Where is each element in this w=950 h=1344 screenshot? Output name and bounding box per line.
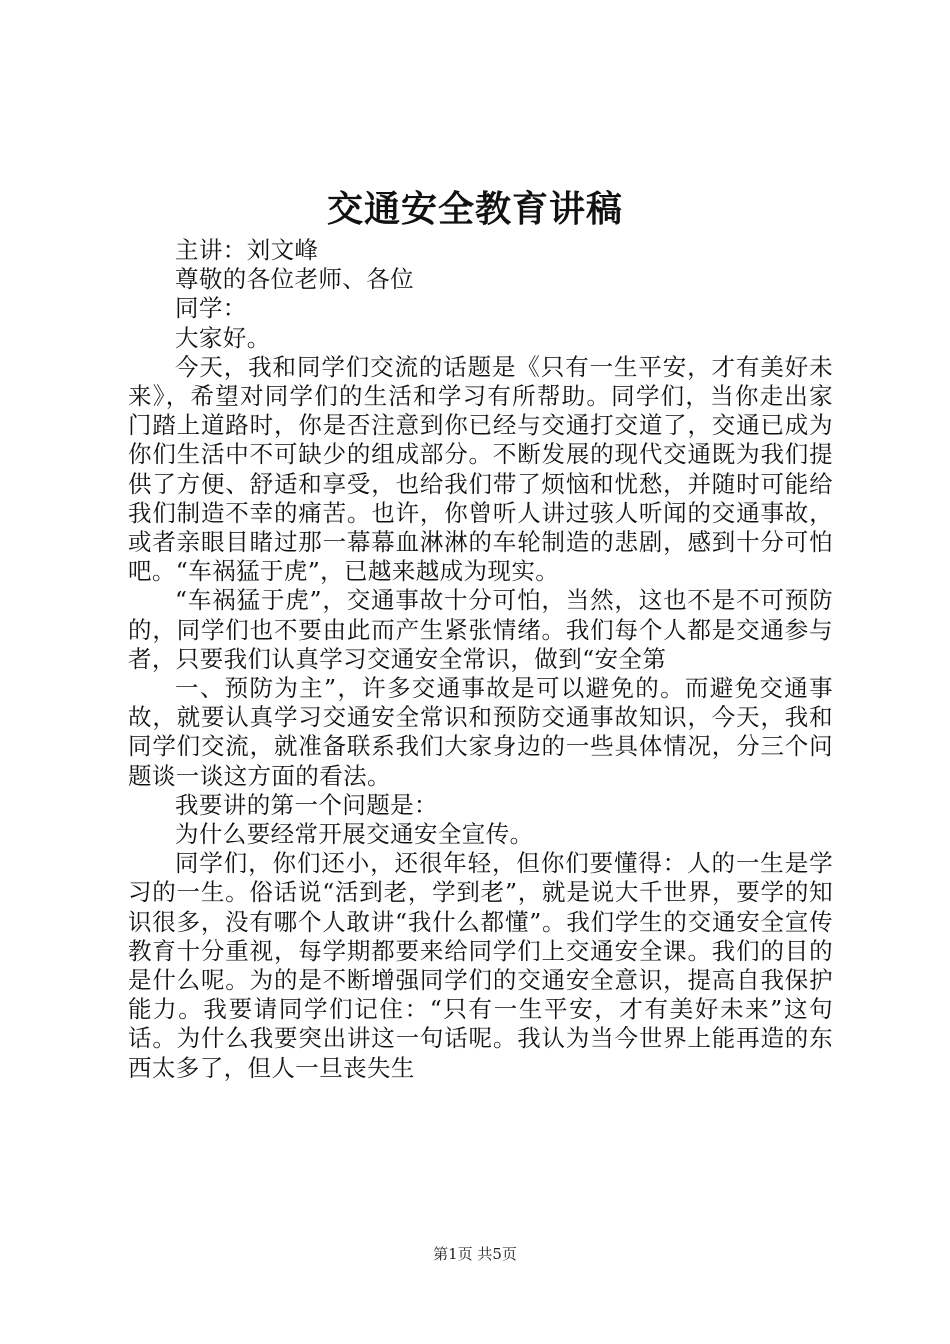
section-heading: 我要讲的第一个问题是： [175,790,438,819]
page-number: 第1页 共5页 [433,1245,517,1263]
greeting-line: 大家好。 [175,323,271,352]
salutation-line: 尊敬的各位老师、各位 [175,265,414,294]
document-title: 交通安全教育讲稿 [326,188,623,230]
salutation-line: 同学： [175,294,247,323]
section-heading: 为什么要经常开展交通安全宣传。 [175,820,534,849]
body-paragraph: 同学们，你们还小，还很年轻，但你们要懂得：人的一生是学习的一生。俗话说“活到老，学到老”，就是说大千世界，要学的知识很多，没有哪个人敢讲“我什么都懂”。我们学生的交通安全宣传教育十分重视，每学期都要来给同学们上交通安全课。我们的目的是什么呢。为的是不断增强同学们的交通安全意识，提高自我保护能力。我要请同学们记住：“只有一生平安，才有美好未来”这句话。为什么我要突出讲这一句话呢。我认为当今世界上能再造的东西太多了，但人一旦丧失生 [128,849,833,1082]
body-paragraph: 今天，我和同学们交流的话题是《只有一生平安，才有美好未来》，希望对同学们的生活和学习有所帮助。同学们，当你走出家门踏上道路时，你是否注意到你已经与交通打交道了，交通已成为你们生活中不可缺少的组成部分。不断发展的现代交通既为我们提供了方便、舒适和享受，也给我们带了烦恼和忧愁，并随时可能给我们制造不幸的痛苦。也许，你曾听人讲过骇人听闻的交通事故，或者亲眼目睹过那一幕幕血淋淋的车轮制造的悲剧，感到十分可怕吧。“车祸猛于虎”，已越来越成为现实。 [128,352,833,586]
body-paragraph: 一、预防为主”，许多交通事故是可以避免的。而避免交通事故，就要认真学习交通安全常识和预防交通事故知识，今天，我和同学们交流，就准备联系我们大家身边的一些具体情况，分三个问题谈一谈这方面的看法。 [128,674,833,790]
body-paragraph: “车祸猛于虎”，交通事故十分可怕，当然，这也不是不可预防的，同学们也不要由此而产生紧张情绪。我们每个人都是交通参与者，只要我们认真学习交通安全常识，做到“安全第 [128,586,833,673]
speaker-line: 主讲：刘文峰 [175,236,319,264]
document-body [128,236,833,1083]
